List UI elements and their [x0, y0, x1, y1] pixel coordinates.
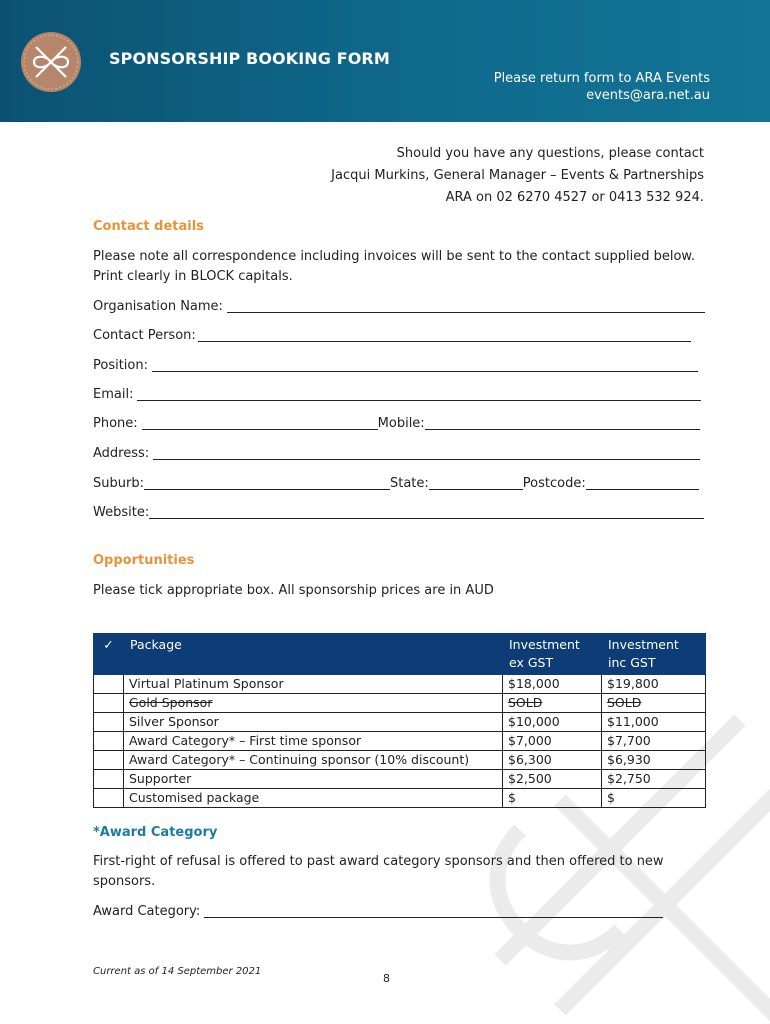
opportunities-note: Please tick appropriate box. All sponsorship prices are in AUD: [93, 583, 494, 598]
phone-line[interactable]: [142, 416, 378, 430]
ara-logo-icon: [20, 31, 82, 93]
price-ex-gst: $2,500: [503, 770, 602, 789]
contact-person-line[interactable]: [198, 328, 691, 342]
organisation-name-field[interactable]: [93, 296, 705, 316]
package-name: Silver Sponsor: [124, 713, 503, 732]
table-row: [94, 694, 706, 713]
website-line[interactable]: [149, 505, 704, 519]
header-banner: [0, 0, 770, 122]
contact-line-2: Jacqui Murkins, General Manager – Events & Partnerships: [331, 168, 704, 183]
contact-person-field[interactable]: [93, 325, 691, 345]
return-info: [494, 70, 710, 104]
package-column-header: Package: [124, 634, 503, 675]
form-title: SPONSORSHIP BOOKING FORM: [109, 49, 390, 68]
website-label: Website:: [93, 505, 150, 520]
position-line[interactable]: [152, 358, 698, 372]
price-inc-gst: SOLD: [602, 694, 706, 713]
contact-line-3: ARA on 02 6270 4527 or 0413 532 924.: [445, 190, 704, 205]
inc-gst-header-line-1: Investment: [608, 637, 679, 652]
contact-note-line-1: Please note all correspondence including invoices will be sent to the contact supplied below.: [93, 249, 695, 264]
package-checkbox[interactable]: [94, 751, 124, 770]
price-inc-gst: $6,930: [602, 751, 706, 770]
tick-column-header: ✓: [94, 634, 124, 675]
price-ex-gst: SOLD: [503, 694, 602, 713]
position-field[interactable]: [93, 355, 698, 375]
suburb-line[interactable]: [144, 476, 390, 490]
package-checkbox[interactable]: [94, 694, 124, 713]
opportunities-heading: Opportunities: [93, 553, 195, 568]
package-name: Virtual Platinum Sponsor: [124, 675, 503, 694]
contact-person-label: Contact Person:: [93, 328, 196, 343]
price-ex-gst: $10,000: [503, 713, 602, 732]
ex-gst-header-line-1: Investment: [509, 637, 580, 652]
price-inc-gst[interactable]: $: [602, 789, 706, 808]
email-label: Email:: [93, 387, 134, 402]
award-category-heading: *Award Category: [93, 825, 218, 840]
package-checkbox[interactable]: [94, 713, 124, 732]
phone-mobile-row: [93, 413, 700, 433]
package-name: Customised package: [124, 789, 503, 808]
price-ex-gst: $18,000: [503, 675, 602, 694]
contact-note-line-2: Print clearly in BLOCK capitals.: [93, 269, 293, 284]
package-checkbox[interactable]: [94, 732, 124, 751]
return-instruction: Please return form to ARA Events: [493, 71, 710, 86]
page-number: 8: [383, 972, 390, 985]
email-field[interactable]: [93, 384, 701, 404]
package-checkbox[interactable]: [94, 675, 124, 694]
package-name: Award Category* – Continuing sponsor (10% discount): [124, 751, 503, 770]
price-inc-gst: $7,700: [602, 732, 706, 751]
package-name: Supporter: [124, 770, 503, 789]
inc-gst-column-header: [602, 634, 706, 675]
award-category-note: [93, 852, 713, 892]
price-ex-gst: $6,300: [503, 751, 602, 770]
website-field[interactable]: [93, 502, 704, 522]
ex-gst-header-line-2: ex GST: [509, 655, 554, 670]
organisation-name-label: Organisation Name:: [93, 299, 223, 314]
table-row: [94, 732, 706, 751]
suburb-label: Suburb:: [93, 476, 144, 491]
questions-contact-block: [331, 143, 704, 209]
price-inc-gst: $2,750: [602, 770, 706, 789]
state-label: State:: [389, 476, 429, 491]
table-header-row: [94, 634, 706, 675]
mobile-line[interactable]: [425, 416, 700, 430]
postcode-line[interactable]: [586, 476, 699, 490]
return-email-link[interactable]: events@ara.net.au: [586, 88, 710, 103]
award-category-field[interactable]: [93, 901, 663, 921]
sponsorship-packages-table: [93, 633, 706, 808]
ex-gst-column-header: [503, 634, 602, 675]
contact-details-note: [93, 247, 713, 287]
table-row: [94, 713, 706, 732]
mobile-label: Mobile:: [377, 416, 425, 431]
contact-details-heading: Contact details: [93, 219, 204, 234]
award-category-label: Award Category:: [93, 904, 201, 919]
phone-label: Phone:: [93, 416, 138, 431]
table-row: [94, 675, 706, 694]
inc-gst-header-line-2: inc GST: [608, 655, 656, 670]
price-ex-gst[interactable]: $: [503, 789, 602, 808]
package-name: Award Category* – First time sponsor: [124, 732, 503, 751]
table-row: [94, 751, 706, 770]
award-note-line-2: sponsors.: [93, 874, 156, 889]
address-line[interactable]: [153, 446, 700, 460]
package-name: Gold Sponsor: [124, 694, 503, 713]
price-ex-gst: $7,000: [503, 732, 602, 751]
award-note-line-1: First-right of refusal is offered to past award category sponsors and then offered to new: [93, 854, 664, 869]
current-as-of-date: Current as of 14 September 2021: [93, 966, 262, 977]
price-inc-gst: $19,800: [602, 675, 706, 694]
table-row: [94, 789, 706, 808]
email-line[interactable]: [137, 387, 701, 401]
postcode-label: Postcode:: [522, 476, 586, 491]
package-checkbox[interactable]: [94, 789, 124, 808]
contact-line-1: Should you have any questions, please contact: [396, 146, 704, 161]
package-checkbox[interactable]: [94, 770, 124, 789]
address-label: Address:: [93, 446, 150, 461]
state-line[interactable]: [429, 476, 523, 490]
organisation-name-line[interactable]: [227, 299, 705, 313]
price-inc-gst: $11,000: [602, 713, 706, 732]
table-row: [94, 770, 706, 789]
award-category-line[interactable]: [204, 904, 663, 918]
address-field[interactable]: [93, 443, 700, 463]
suburb-state-postcode-row: [93, 473, 699, 493]
position-label: Position:: [93, 358, 148, 373]
